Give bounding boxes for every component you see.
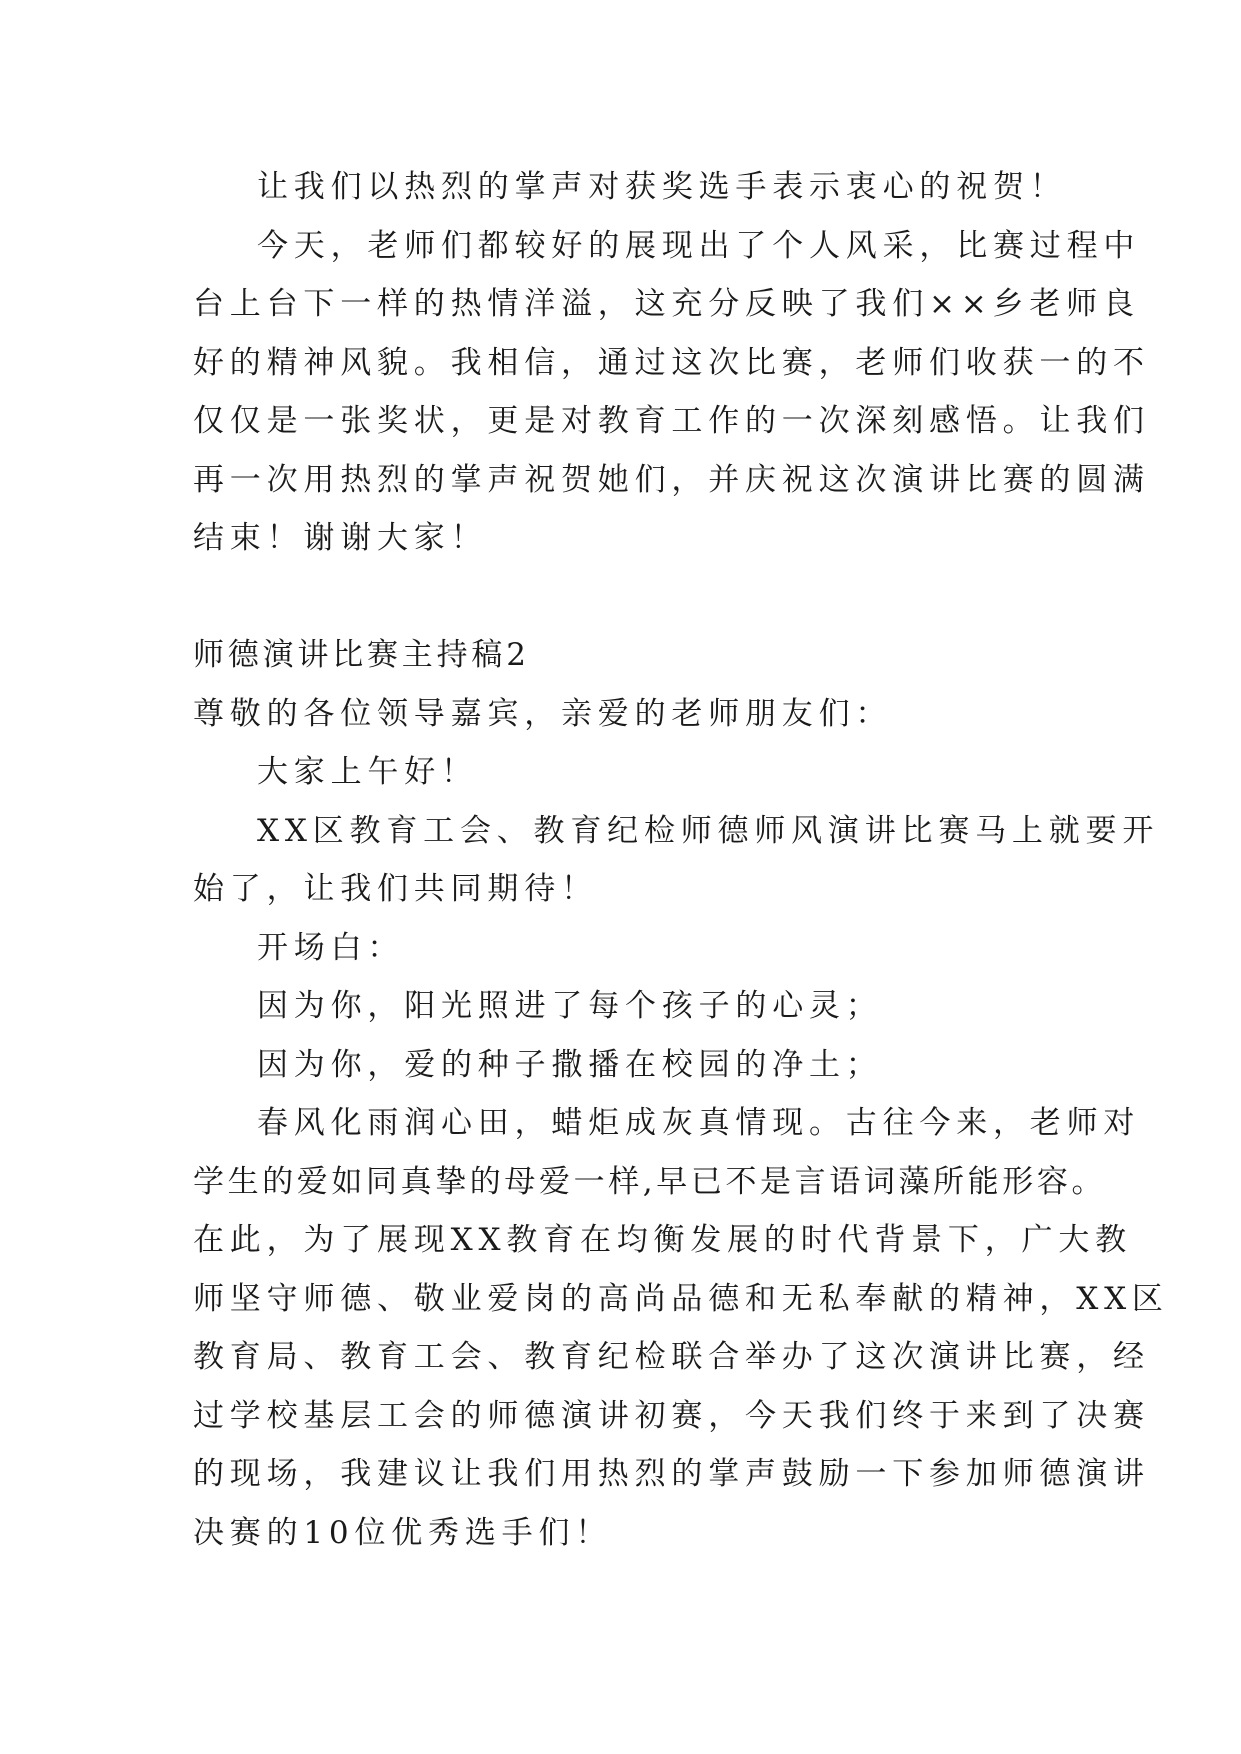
paragraph-line: 春风化雨润心田，蜡炬成灰真情现。古往今来，老师对 bbox=[257, 1105, 1141, 1141]
section-title: 师德演讲比赛主持稿2 bbox=[193, 637, 530, 673]
paragraph-line: 因为你，爱的种子撒播在校园的净土； bbox=[257, 1046, 883, 1083]
paragraph-line: 让我们以热烈的掌声对获奖选手表示衷心的祝贺！ bbox=[257, 169, 1067, 205]
paragraph-line: 台上台下一样的热情洋溢，这充分反映了我们××乡老师良 bbox=[193, 286, 1140, 322]
document-page bbox=[193, 158, 1169, 1562]
paragraph-line: XX区教育工会、教育纪检师德师风演讲比赛马上就要开 bbox=[257, 812, 1160, 849]
paragraph-line: 开场白： bbox=[257, 929, 405, 966]
paragraph-line: 再一次用热烈的掌声祝贺她们，并庆祝这次演讲比赛的圆满 bbox=[193, 461, 1150, 498]
paragraph-line: 仅仅是一张奖状，更是对教育工作的一次深刻感悟。让我们 bbox=[193, 403, 1150, 439]
paragraph-line: 始了，让我们共同期待！ bbox=[193, 871, 598, 907]
paragraph-line: 过学校基层工会的师德演讲初赛，今天我们终于来到了决赛 bbox=[193, 1397, 1150, 1434]
section-gap bbox=[193, 568, 1055, 627]
paragraph-line: 好的精神风貌。我相信，通过这次比赛，老师们收获一的不 bbox=[193, 344, 1150, 381]
paragraph-line: 今天，老师们都较好的展现出了个人风采，比赛过程中 bbox=[257, 227, 1141, 264]
paragraph-line: 结束！谢谢大家！ bbox=[193, 520, 488, 556]
paragraph-line: 决赛的10位优秀选手们！ bbox=[193, 1514, 613, 1551]
paragraph-line: 大家上午好！ bbox=[257, 754, 478, 790]
paragraph-line: 学生的爱如同真挚的母爱一样,早已不是言语词藻所能形容。 bbox=[193, 1163, 1107, 1200]
paragraph-line: 因为你，阳光照进了每个孩子的心灵； bbox=[257, 988, 883, 1024]
paragraph-line: 师坚守师德、敬业爱岗的高尚品德和无私奉献的精神，XX区 bbox=[193, 1280, 1169, 1317]
salutation-line: 尊敬的各位领导嘉宾，亲爱的老师朋友们： bbox=[193, 695, 893, 732]
paragraph-line: 在此，为了展现XX教育在均衡发展的时代背景下，广大教 bbox=[193, 1222, 1132, 1258]
paragraph-line: 教育局、教育工会、教育纪检联合举办了这次演讲比赛，经 bbox=[193, 1339, 1150, 1375]
paragraph-line: 的现场，我建议让我们用热烈的掌声鼓励一下参加师德演讲 bbox=[193, 1456, 1150, 1492]
